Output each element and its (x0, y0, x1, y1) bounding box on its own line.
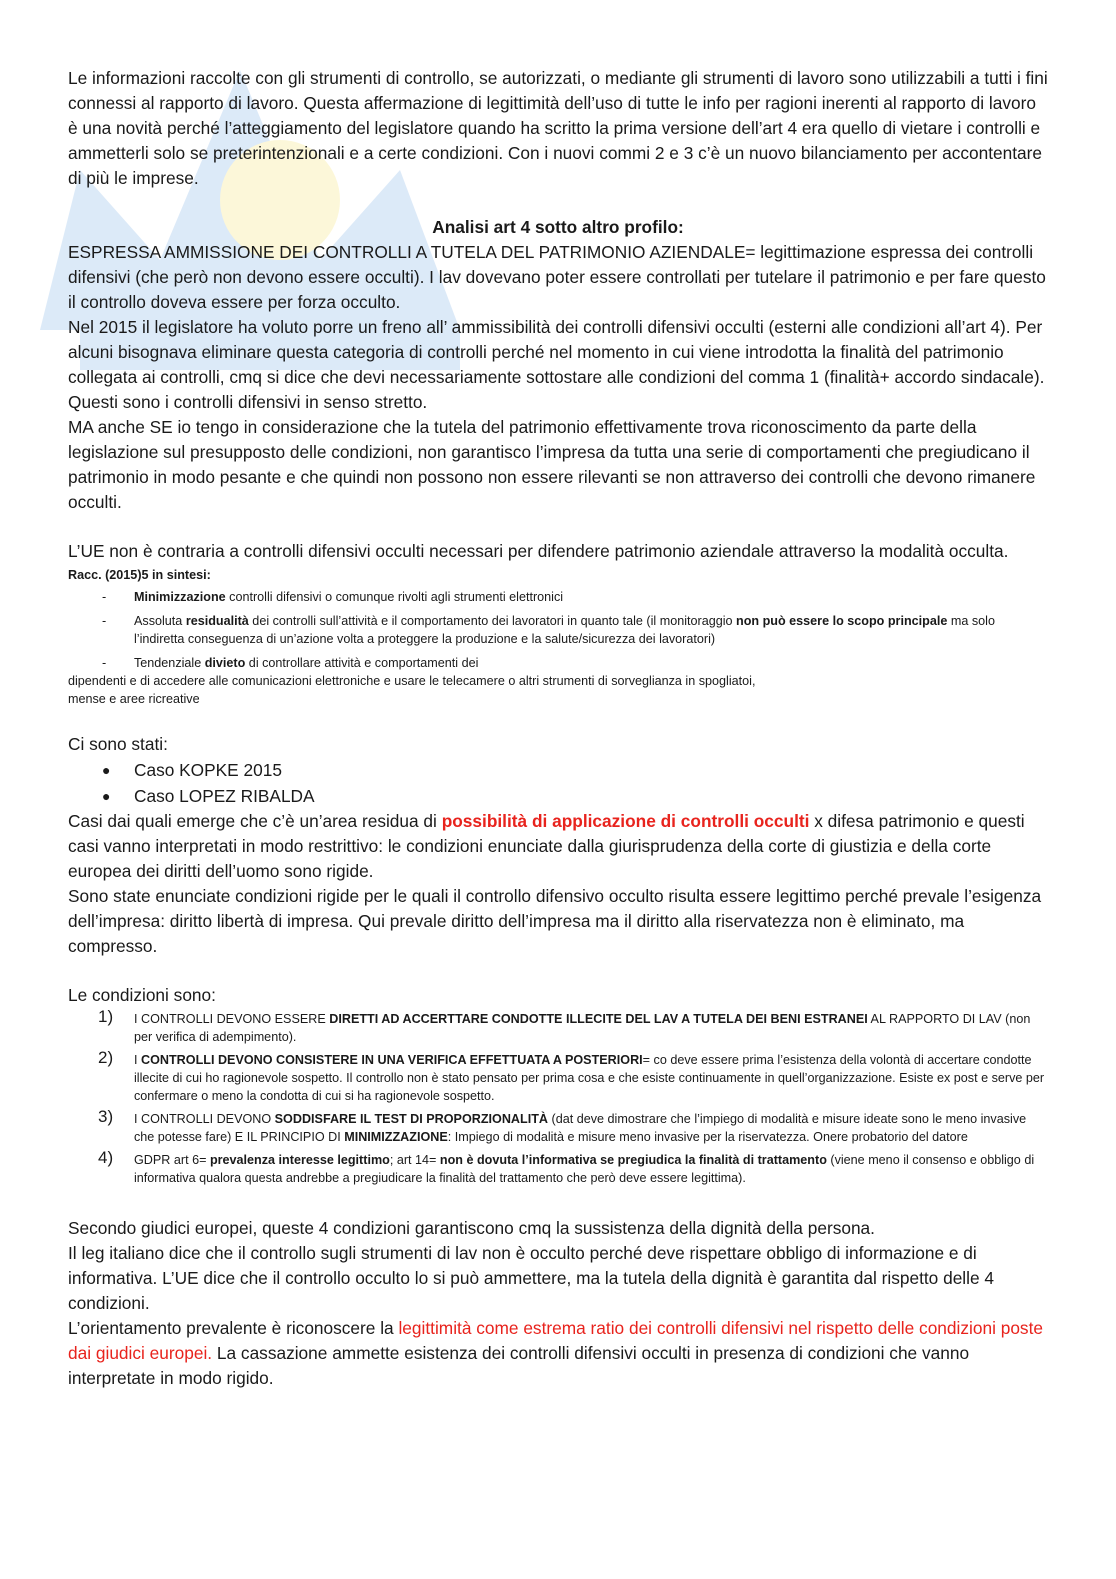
condizione-3: 3) I CONTROLLI DEVONO SODDISFARE IL TEST DI PROPORZIONALITÀ (dat deve dimostrare che l’impiego di modalità e misure ideate sono le meno invasive che potesse fare) E IL PRINCIPIO DI MINIMIZZAZIONE: Impiego di modalità e misure meno invasive per la riservatezza. Onere probatorio del datore (98, 1107, 1027, 1144)
document-page (68, 66, 1048, 1391)
section-heading: Analisi art 4 sotto altro profilo: (432, 217, 684, 237)
casi-list (68, 757, 1048, 809)
paragraph-casi: Casi dai quali emerge che c’è un’area residua di possibilità di applicazione di controlli occulti x difesa patrimonio e questi casi vanno interpretati in modo restrittivo: le condizioni enunciate dalla giurisprudenza della corte di giustizia e della corte europea dei diritti dell’uomo sono rigide. (68, 811, 1025, 881)
condizione-1: 1) I CONTROLLI DEVONO ESSERE DIRETTI AD ACCERTTARE CONDOTTE ILLECITE DEL LAV A TUTELA DEI BENI ESTRANEI AL RAPPORTO DI LAV (non per verifica di adempimento). (98, 1007, 1031, 1044)
paragraph-espressa: ESPRESSA AMMISSIONE DEI CONTROLLI A TUTELA DEL PATRIMONIO AZIENDALE= legittimazione espressa dei controlli difensivi (che però non devono essere occulti). I lav dovevano poter essere controllati per tutelare il patrimonio e per fare questo il controllo doveva essere per forza occulto. (68, 242, 1046, 312)
racc-title: Racc. (2015)5 in sintesi: (68, 568, 211, 582)
paragraph-ma-anche: MA anche SE io tengo in considerazione che la tutela del patrimonio effettivamente trova riconoscimento da parte della legislazione sul presupposto delle condizioni, non garantisco l’impresa da tutta una serie di comportamenti che pregiudicano il patrimonio in modo pesante e che quindi non possono non essere rilevanti se non attraverso dei controlli che devono rimanere occulti. (68, 417, 1036, 512)
paragraph-condizioni-rigide: Sono state enunciate condizioni rigide per le quali il controllo difensivo occulto risulta essere legittimo perché prevale l’esigenza dell’impresa: diritto libertà di impresa. Qui prevale diritto dell’impresa ma il diritto alla riservatezza non è eliminato, ma compresso. (68, 886, 1042, 956)
racc-item-3-continuation-2: mense e aree ricreative (68, 692, 200, 706)
racc-item-1: - Minimizzazione controlli difensivi o comunque rivolti agli strumenti elettronici (102, 590, 564, 604)
racc-list (68, 588, 1048, 672)
highlight-controlli-occulti: possibilità di applicazione di controlli occulti (441, 811, 810, 831)
paragraph-giudici-europei: Secondo giudici europei, queste 4 condizioni garantiscono cmq la sussistenza della dignità della persona. (68, 1218, 875, 1238)
condizione-2: 2) I CONTROLLI DEVONO CONSISTERE IN UNA VERIFICA EFFETTUATA A POSTERIORI= co deve essere prima l’esistenza della volontà di accertare condotte illecite di cui ho ragionevole sospetto. Il controllo non è stato pensato per prima cosa e che esiste continuamente in quell’organizzazione. Esiste ex post e serve per confermare o meno la condotta di cui si ha ragionevole sospetto. (98, 1048, 1045, 1103)
condizione-4: 4) GDPR art 6= prevalenza interesse legittimo; art 14= non è dovuta l’informativa se pregiudica la finalità di trattamento (viene meno il consenso e obbligo di informativa qualora questa andrebbe a pregiudicare la finalità del trattamento che però deve essere legittima). (98, 1148, 1035, 1185)
paragraph-orientamento: L’orientamento prevalente è riconoscere la legittimità come estrema ratio dei controlli difensivi nel rispetto delle condizioni poste dai giudici europei. La cassazione ammette esistenza dei controlli difensivi occulti in presenza di condizioni che vanno interpretate in modo rigido. (68, 1318, 1043, 1388)
highlight-legittimita: legittimità come estrema ratio dei controlli difensivi nel rispetto delle condizioni poste dai giudici europei. (68, 1318, 1043, 1363)
paragraph-intro: Le informazioni raccolte con gli strumenti di controllo, se autorizzati, o mediante gli strumenti di lavoro sono utilizzabili a tutti i fini connessi al rapporto di lavoro. Questa affermazione di legittimità dell’uso di tutte le info per ragioni inerenti al rapporto di lavoro è una novità perché l’atteggiamento del legislatore quando ha scritto la prima versione dell’art 4 era quello di vietare i controlli e ammetterli solo se preterintenzionali e a certe condizioni. Con i nuovi commi 2 e 3 c’è un nuovo bilanciamento per accontentare di più le imprese. (68, 68, 1048, 188)
ci-sono-stati: Ci sono stati: (68, 734, 168, 754)
racc-item-2: - Assoluta residualità dei controlli sull’attività e il comportamento dei lavoratori in quanto tale (il monitoraggio non può essere lo scopo principale ma solo l’indiretta conseguenza di un’azione volta a proteggere la produzione e la salute/sicurezza dei lavoratori) (102, 614, 995, 646)
caso-lopez: ● Caso LOPEZ RIBALDA (102, 786, 315, 806)
racc-item-3-continuation: dipendenti e di accedere alle comunicazioni elettroniche e usare le telecamere o altri strumenti di sorveglianza in spogliatoi, (68, 674, 756, 688)
caso-kopke: ● Caso KOPKE 2015 (102, 760, 282, 780)
paragraph-leg-italiano: Il leg italiano dice che il controllo sugli strumenti di lav non è occulto perché deve rispettare obbligo di informazione e di informativa. L’UE dice che il controllo occulto lo si può ammettere, ma la tutela della dignità è garantita dal rispetto delle 4 condizioni. (68, 1243, 995, 1313)
paragraph-2015: Nel 2015 il legislatore ha voluto porre un freno all’ ammissibilità dei controlli difensivi occulti (esterni alle condizioni all’art 4). Per alcuni bisognava eliminare questa categoria di controlli perché nel momento in cui viene introdotta la finalità del patrimonio collegata ai controlli, cmq si dice che devi necessariamente sottostare alle condizioni del comma 1 (finalità+ accordo sindacale). Questi sono i controlli difensivi in senso stretto. (68, 317, 1045, 412)
condizioni-list (68, 1007, 1048, 1187)
paragraph-ue: L’UE non è contraria a controlli difensivi occulti necessari per difendere patrimonio aziendale attraverso la modalità occulta. (68, 541, 1009, 561)
racc-item-3: - Tendenziale divieto di controllare attività e comportamenti dei (102, 656, 479, 670)
condizioni-title: Le condizioni sono: (68, 985, 216, 1005)
